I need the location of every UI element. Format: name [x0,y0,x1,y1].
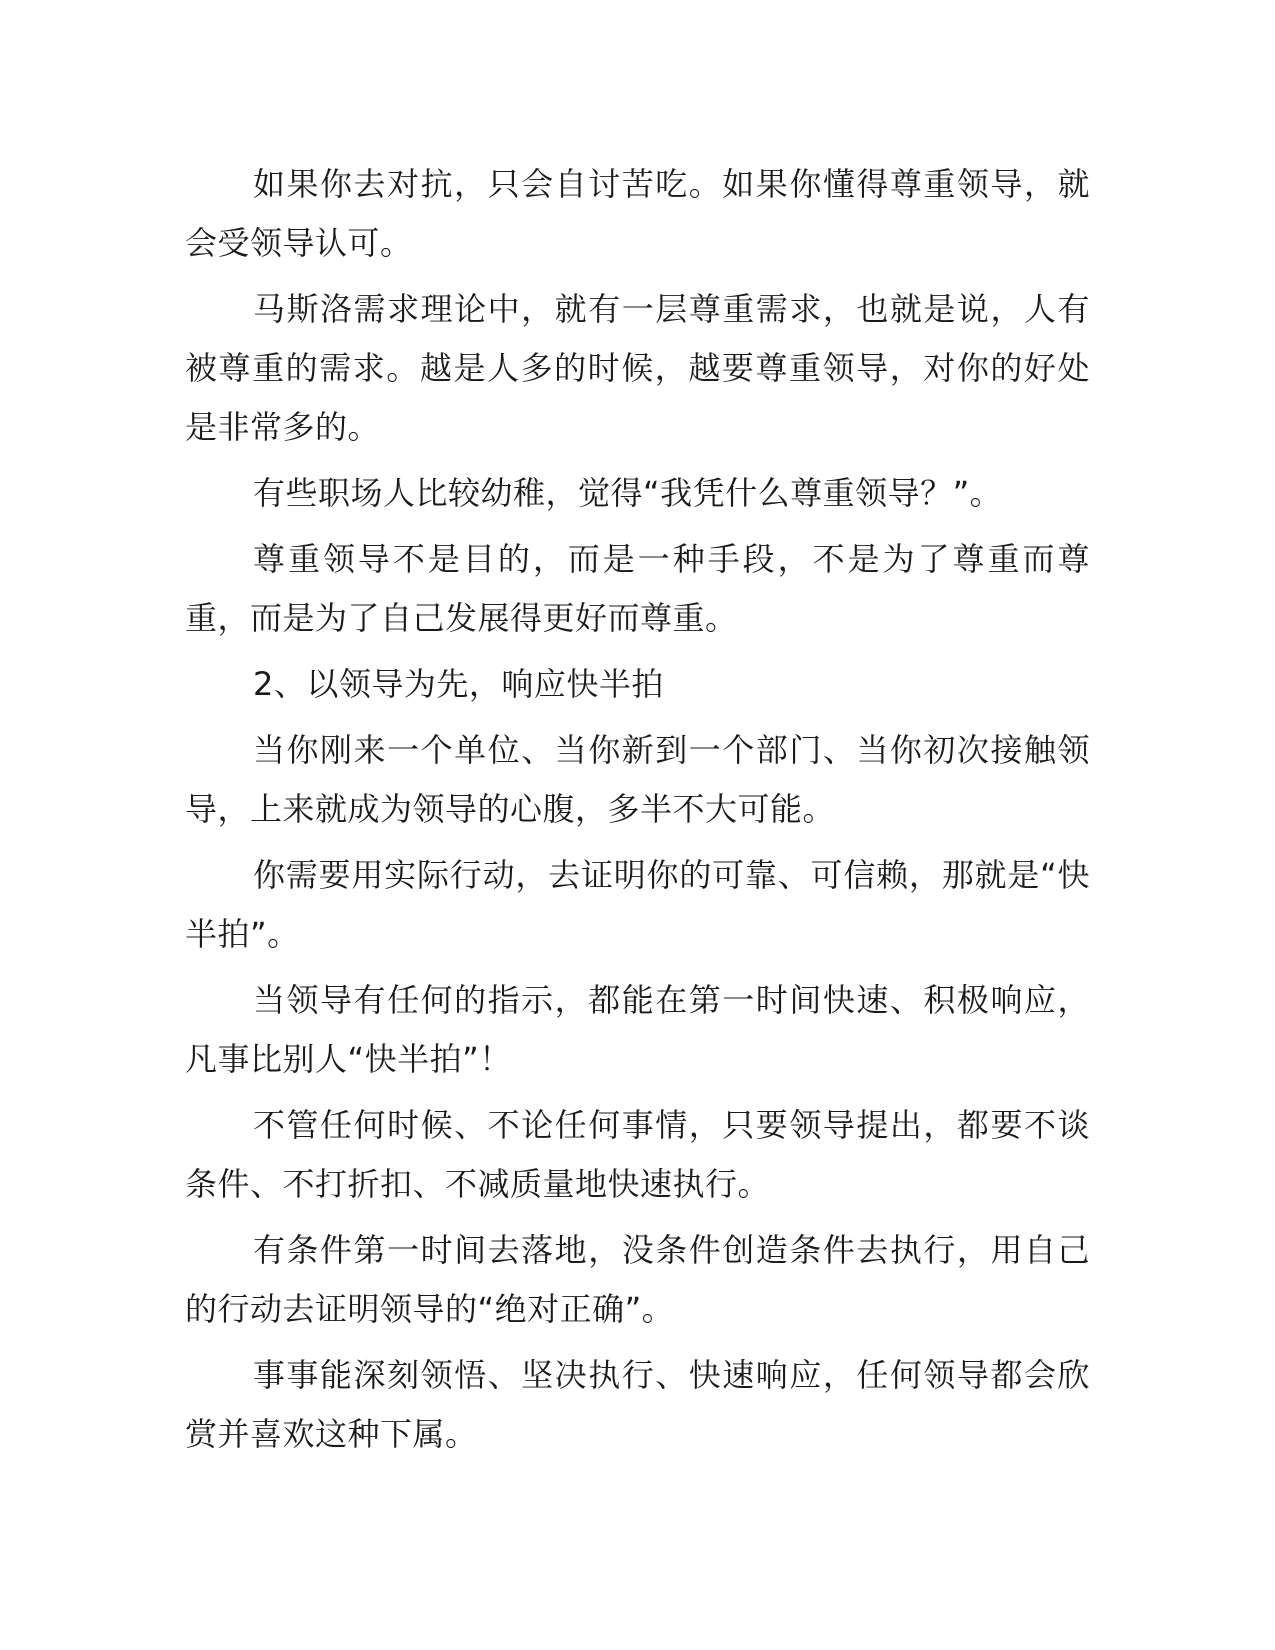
paragraph: 不管任何时候、不论任何事情，只要领导提出，都要不谈条件、不打折扣、不减质量地快速执行。 [185,1106,1090,1203]
section-heading: 2、以领导为先，响应快半拍 [253,665,664,703]
paragraph: 如果你去对抗，只会自讨苦吃。如果你懂得尊重领导，就会受领导认可。 [185,165,1090,262]
paragraph: 你需要用实际行动，去证明你的可靠、可信赖，那就是“快半拍”。 [185,856,1090,953]
paragraph: 有些职场人比较幼稚，觉得“我凭什么尊重领导？”。 [253,474,1003,512]
paragraph: 事事能深刻领悟、坚决执行、快速响应，任何领导都会欣赏并喜欢这种下属。 [185,1356,1090,1453]
paragraph: 当你刚来一个单位、当你新到一个部门、当你初次接触领导，上来就成为领导的心腹，多半不大可能。 [185,731,1090,828]
paragraph: 有条件第一时间去落地，没条件创造条件去执行，用自己的行动去证明领导的“绝对正确”。 [185,1231,1090,1328]
document-body [185,155,1090,1471]
paragraph: 马斯洛需求理论中，就有一层尊重需求，也就是说，人有被尊重的需求。越是人多的时候，越要尊重领导，对你的好处是非常多的。 [185,290,1090,446]
paragraph: 当领导有任何的指示，都能在第一时间快速、积极响应，凡事比别人“快半拍”！ [185,981,1090,1078]
paragraph: 尊重领导不是目的，而是一种手段，不是为了尊重而尊重，而是为了自己发展得更好而尊重。 [185,540,1090,637]
